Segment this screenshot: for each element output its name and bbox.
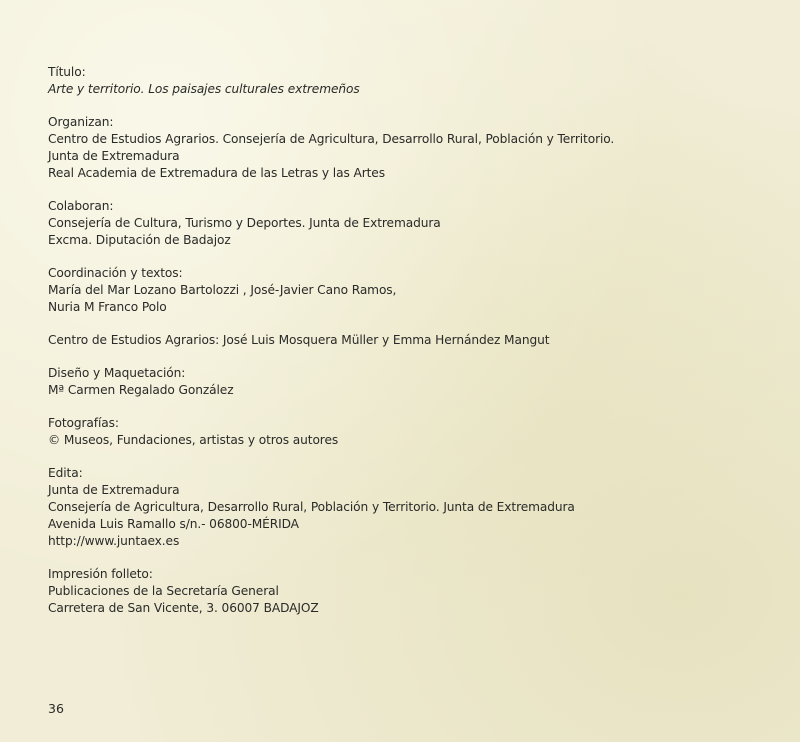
- edita-line: Consejería de Agricultura, Desarrollo Rural, Población y Territorio. Junta de Extremadura: [48, 500, 575, 514]
- coordinacion-line: Nuria M Franco Polo: [48, 300, 167, 314]
- fotografias-value: © Museos, Fundaciones, artistas y otros autores: [48, 433, 339, 447]
- impresion-line: Carretera de San Vicente, 3. 06007 BADAJOZ: [48, 601, 319, 615]
- edita-line: Avenida Luis Ramallo s/n.- 06800-MÉRIDA: [48, 517, 299, 531]
- section-titulo: [48, 64, 768, 98]
- centro-line: Centro de Estudios Agrarios: José Luis Mosquera Müller y Emma Hernández Mangut: [48, 333, 550, 347]
- impresion-label: Impresión folleto:: [48, 567, 153, 581]
- credits-block: [48, 64, 768, 633]
- colaboran-label: Colaboran:: [48, 199, 114, 213]
- section-impresion: [48, 566, 768, 617]
- section-edita: [48, 465, 768, 550]
- page-number: 36: [48, 701, 64, 716]
- colaboran-line: Excma. Diputación de Badajoz: [48, 233, 231, 247]
- organizan-label: Organizan:: [48, 115, 114, 129]
- titulo-label: Título:: [48, 65, 86, 79]
- section-fotografias: [48, 415, 768, 449]
- colaboran-line: Consejería de Cultura, Turismo y Deportes. Junta de Extremadura: [48, 216, 441, 230]
- coordinacion-line: María del Mar Lozano Bartolozzi , José-Javier Cano Ramos,: [48, 283, 397, 297]
- edita-label: Edita:: [48, 466, 83, 480]
- impresion-line: Publicaciones de la Secretaría General: [48, 584, 279, 598]
- titulo-value: Arte y territorio. Los paisajes culturales extremeños: [48, 82, 360, 96]
- organizan-line: Junta de Extremadura: [48, 149, 180, 163]
- section-diseno: [48, 365, 768, 399]
- diseno-value: Mª Carmen Regalado González: [48, 383, 234, 397]
- section-colaboran: [48, 198, 768, 249]
- fotografias-label: Fotografías:: [48, 416, 119, 430]
- diseno-label: Diseño y Maquetación:: [48, 366, 186, 380]
- edita-line: Junta de Extremadura: [48, 483, 180, 497]
- section-centro: [48, 332, 768, 349]
- coordinacion-label: Coordinación y textos:: [48, 266, 183, 280]
- organizan-line: Real Academia de Extremadura de las Letras y las Artes: [48, 166, 385, 180]
- organizan-line: Centro de Estudios Agrarios. Consejería de Agricultura, Desarrollo Rural, Población y Territorio.: [48, 132, 615, 146]
- section-organizan: [48, 114, 768, 182]
- edita-url: http://www.juntaex.es: [48, 534, 180, 548]
- section-coordinacion: [48, 265, 768, 316]
